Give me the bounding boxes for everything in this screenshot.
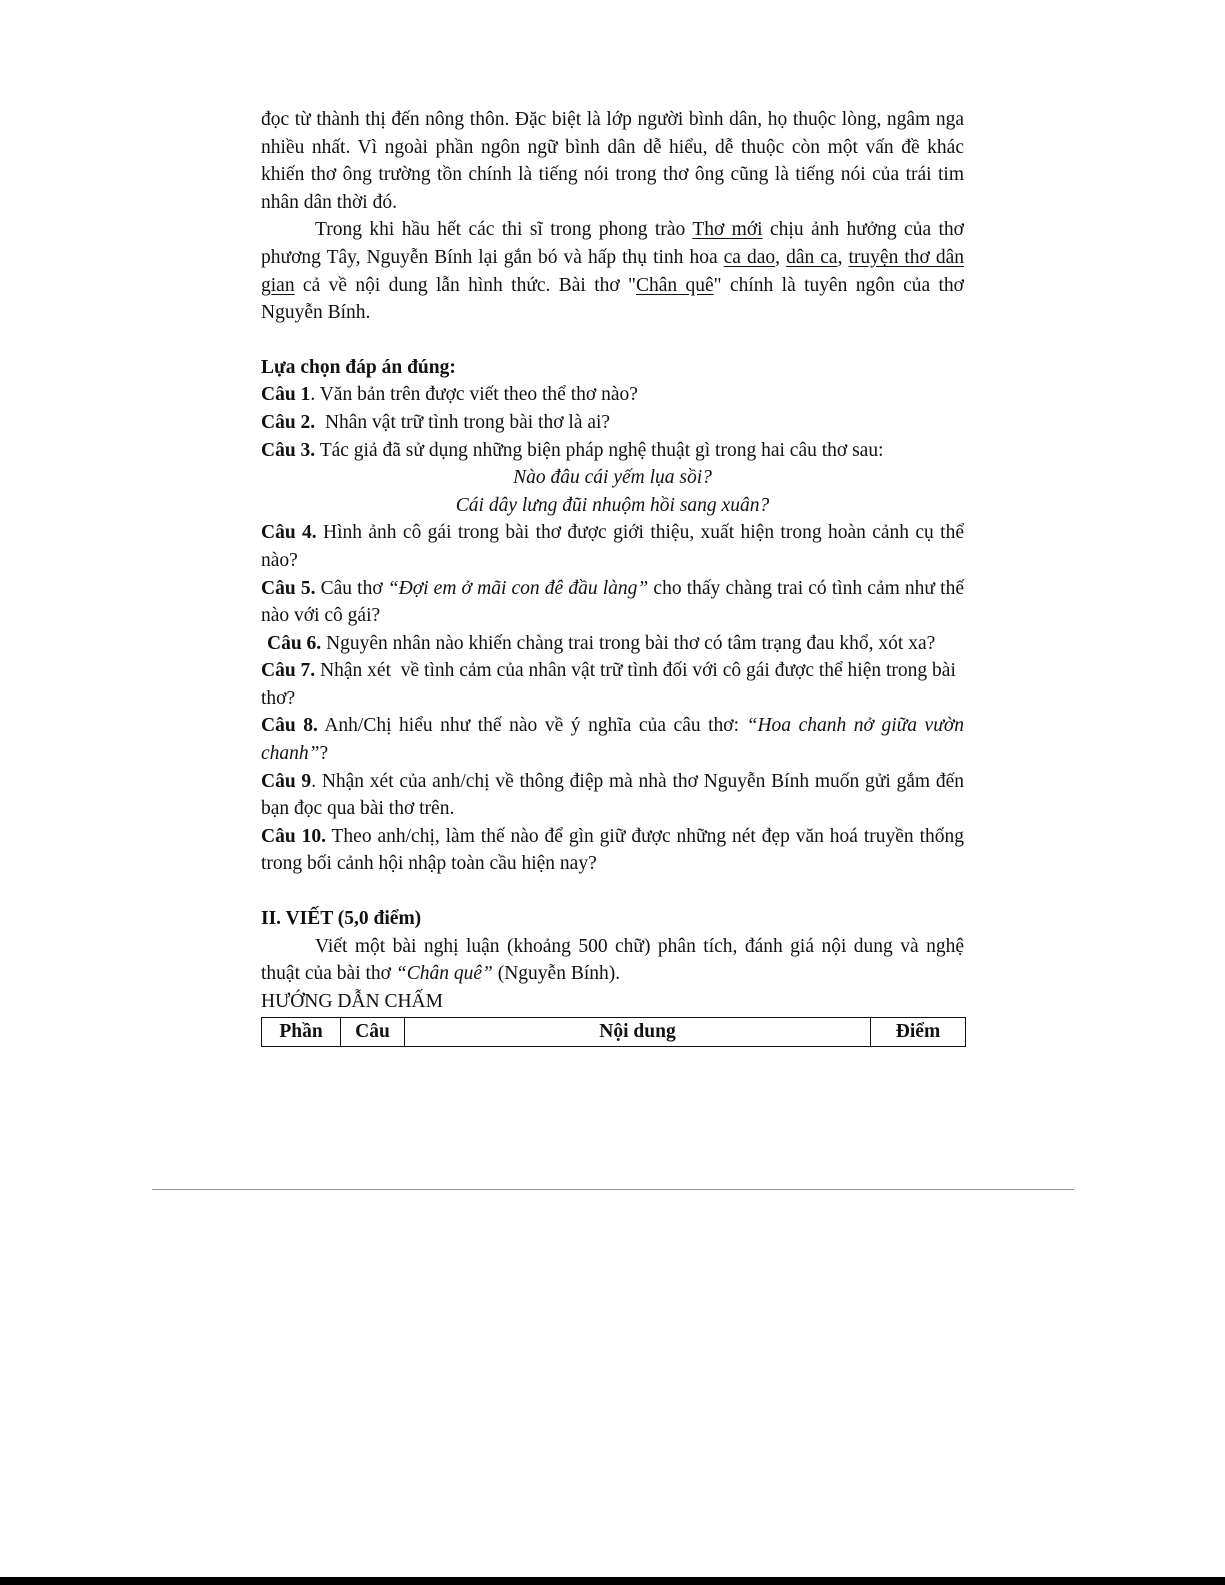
link-dan-ca[interactable]: dân ca (786, 246, 838, 268)
question-1: Câu 1. Văn bản trên được viết theo thể thơ nào? (261, 384, 638, 406)
question-9: Câu 9. Nhận xét của anh/chị về thông điệp mà nhà thơ Nguyễn Bính muốn gửi gắm đến bạn đọc qua bài thơ trên. (261, 770, 964, 820)
grading-heading: HƯỚNG DẪN CHẤM (261, 990, 443, 1012)
verse-line-2: Cái dây lưng đũi nhuộm hồi sang xuân? (455, 494, 770, 516)
link-chan-que[interactable]: Chân quê (636, 274, 714, 296)
intro-paragraph-1: đọc từ thành thị đến nông thôn. Đặc biệt là lớp người bình dân, họ thuộc lòng, ngâm nga nhiều nhất. Vì ngoài phần ngôn ngữ bình dân dễ hiểu, dễ thuộc còn một vấn đề khác khiến thơ ông trường tồn chính là tiếng nói trong thơ ông cũng là tiếng nói của trái tim nhân dân thời đó. (261, 109, 964, 213)
question-2: Câu 2. Nhân vật trữ tình trong bài thơ là ai? (261, 411, 611, 433)
intro-paragraph-2: Trong khi hầu hết các thi sĩ trong phong trào Thơ mới chịu ảnh hưởng của thơ phương Tây, Nguyễn Bính lại gắn bó và hấp thụ tinh hoa ca dao, dân ca, truyện thơ dân gian cả về nội dung lẫn hình thức. Bài thơ "Chân quê" chính là tuyên ngôn của thơ Nguyễn Bính. (261, 219, 965, 324)
document-body (261, 106, 964, 1047)
question-6: Câu 6. Nguyên nhân nào khiến chàng trai trong bài thơ có tâm trạng đau khổ, xót xa? (267, 632, 936, 654)
grading-table (261, 1017, 966, 1047)
question-7: Câu 7. Nhận xét về tình cảm của nhân vật trữ tình đối với cô gái được thể hiện trong bài thơ? (261, 660, 961, 709)
col-noi-dung: Nội dung (405, 1018, 871, 1047)
link-truyen-tho-dan-gian[interactable]: truyện thơ dân gian (261, 246, 965, 296)
col-cau: Câu (341, 1018, 405, 1047)
question-4: Câu 4. Hình ảnh cô gái trong bài thơ được giới thiệu, xuất hiện trong hoàn cảnh cụ thể nào? (261, 522, 964, 571)
questions-heading: Lựa chọn đáp án đúng: (261, 356, 456, 378)
link-tho-moi[interactable]: Thơ mới (692, 219, 763, 241)
writing-task: Viết một bài nghị luận (khoảng 500 chữ) phân tích, đánh giá nội dung và nghệ thuật của bài thơ “Chân quê” (Nguyễn Bính). (261, 935, 964, 985)
writing-heading: II. VIẾT (5,0 điểm) (261, 908, 422, 930)
table-header-row (262, 1018, 966, 1047)
verse-line-1: Nào đâu cái yếm lụa sồi? (513, 467, 712, 489)
question-3: Câu 3. Tác giả đã sử dụng những biện pháp nghệ thuật gì trong hai câu thơ sau: (261, 439, 884, 461)
question-5: Câu 5. Câu thơ “Đợi em ở mãi con đê đầu làng” cho thấy chàng trai có tình cảm như thế nào với cô gái? (261, 577, 964, 627)
link-ca-dao[interactable]: ca dao (723, 246, 776, 268)
question-8: Câu 8. Anh/Chị hiểu như thế nào về ý nghĩa của câu thơ: “Hoa chanh nở giữa vườn chanh”? (261, 715, 965, 765)
bottom-bar (0, 1577, 1225, 1585)
page-divider (152, 1189, 1074, 1190)
col-phan: Phần (262, 1018, 341, 1047)
col-diem: Điểm (871, 1018, 966, 1047)
question-10: Câu 10. Theo anh/chị, làm thế nào để gìn giữ được những nét đẹp văn hoá truyền thống trong bối cảnh hội nhập toàn cầu hiện nay? (261, 825, 964, 875)
